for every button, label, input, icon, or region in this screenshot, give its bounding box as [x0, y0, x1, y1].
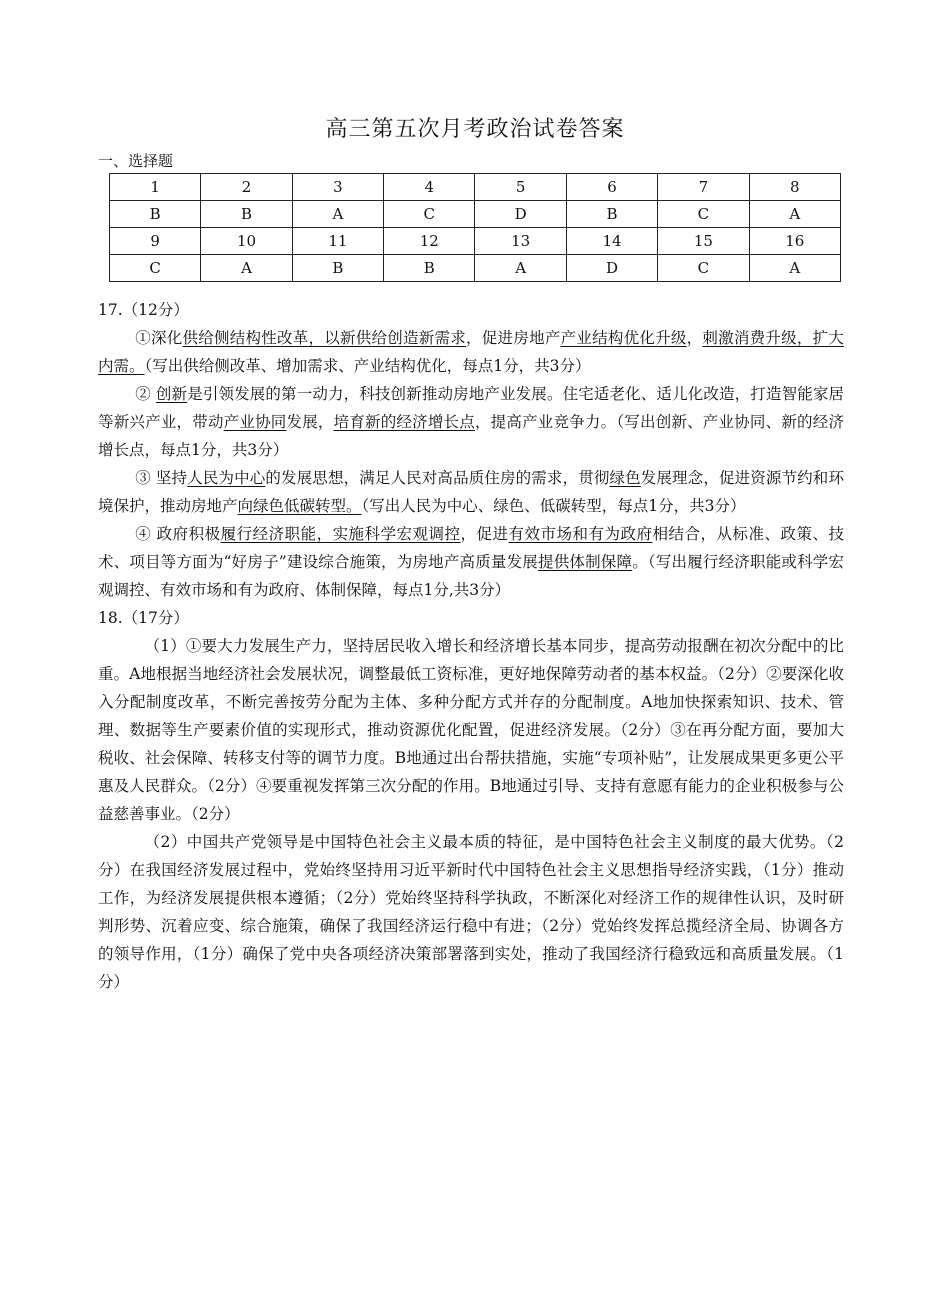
answer-table-cell: D [566, 255, 657, 282]
answer-table-cell: A [292, 201, 383, 228]
answer-table-cell: A [749, 201, 840, 228]
answer-body-text [98, 296, 844, 996]
answer-table-cell: 12 [384, 228, 475, 255]
answer-table-cell: 9 [110, 228, 201, 255]
answer-table-row [110, 228, 841, 255]
answer-table-row [110, 201, 841, 228]
answer-table-cell: A [749, 255, 840, 282]
answer-table-cell: 8 [749, 174, 840, 201]
answer-table-cell: 16 [749, 228, 840, 255]
answer-table-cell: B [292, 255, 383, 282]
answer-table-cell: 11 [292, 228, 383, 255]
answer-table-cell: 5 [475, 174, 566, 201]
answer-table-cell: C [110, 255, 201, 282]
q18-part-2: （2）中国共产党领导是中国特色社会主义最本质的特征，是中国特色社会主义制度的最大优势。（2分）在我国经济发展过程中，党始终坚持用习近平新时代中国特色社会主义思想指导经济实践，（1分）推动工作，为经济发展提供根本遵循；（2分）党始终坚持科学执政，不断深化对经济工作的规律性认识，及时研判形势、沉着应变、综合施策，确保了我国经济运行稳中有进；（2分）党始终发挥总揽经济全局、协调各方的领导作用，（1分）确保了党中央各项经济决策部署落到实处，推动了我国经济行稳致远和高质量发展。（1分） [98, 833, 844, 991]
answer-table-cell: C [658, 201, 749, 228]
answer-table-cell: 10 [201, 228, 292, 255]
answer-table-cell: 15 [658, 228, 749, 255]
answer-table-cell: 13 [475, 228, 566, 255]
answer-table-cell: 3 [292, 174, 383, 201]
q18-part-1: （1）①要大力发展生产力，坚持居民收入增长和经济增长基本同步，提高劳动报酬在初次分配中的比重。A地根据当地经济社会发展状况，调整最低工资标准，更好地保障劳动者的基本权益。（2分）②要深化收入分配制度改革，不断完善按劳分配为主体、多种分配方式并存的分配制度。A地加快探索知识、技术、管理、数据等生产要素价值的实现形式，推动资源优化配置，促进经济发展。（2分）③在再分配方面，要加大税收、社会保障、转移支付等的调节力度。B地通过出台帮扶措施，实施“专项补贴”，让发展成果更多更公平惠及人民群众。（2分）④要重视发挥第三次分配的作用。B地通过引导、支持有意愿有能力的企业积极参与公益慈善事业。（2分） [98, 637, 844, 823]
q17-point-3: ③ 坚持人民为中心的发展思想，满足人民对高品质住房的需求，贯彻绿色发展理念，促进资源节约和环境保护，推动房地产向绿色低碳转型。（写出人民为中心、绿色、低碳转型，每点1分，共3分） [98, 469, 844, 515]
answer-table-cell: 4 [384, 174, 475, 201]
answer-table-cell: B [384, 255, 475, 282]
answer-table-cell: B [110, 201, 201, 228]
answer-table-cell: A [201, 255, 292, 282]
answer-table-cell: 2 [201, 174, 292, 201]
answer-table-cell: C [384, 201, 475, 228]
q17-point-2: ② 创新是引领发展的第一动力，科技创新推动房地产业发展。住宅适老化、适儿化改造，打造智能家居等新兴产业，带动产业协同发展，培育新的经济增长点，提高产业竞争力。（写出创新、产业协同、新的经济增长点，每点1分，共3分） [98, 385, 844, 459]
section-heading: 一、选择题 [98, 152, 174, 170]
q17-point-1: ①深化供给侧结构性改革，以新供给创造新需求，促进房地产产业结构优化升级，刺激消费升级，扩大内需。（写出供给侧改革、增加需求、产业结构优化，每点1分，共3分） [98, 329, 844, 375]
q17-point-4: ④ 政府积极履行经济职能，实施科学宏观调控，促进有效市场和有为政府相结合，从标准、政策、技术、项目等方面为“好房子”建设综合施策，为房地产高质量发展提供体制保障。（写出履行经济职能或科学宏观调控、有效市场和有为政府、体制保障，每点1分,共3分） [98, 525, 844, 599]
answer-table-row [110, 255, 841, 282]
answer-table-cell: 14 [566, 228, 657, 255]
q17-heading: 17.（12分） [98, 301, 189, 319]
answer-table-cell: 1 [110, 174, 201, 201]
q18-heading: 18.（17分） [98, 609, 189, 627]
answer-table-cell: C [658, 255, 749, 282]
answer-table-cell: D [475, 201, 566, 228]
page-title: 高三第五次月考政治试卷答案 [325, 117, 625, 142]
answer-table-cell: B [566, 201, 657, 228]
answer-table-cell: B [201, 201, 292, 228]
answer-table-cell: 6 [566, 174, 657, 201]
answer-table [109, 173, 841, 282]
answer-table-row [110, 174, 841, 201]
answer-table-cell: 7 [658, 174, 749, 201]
answer-table-cell: A [475, 255, 566, 282]
